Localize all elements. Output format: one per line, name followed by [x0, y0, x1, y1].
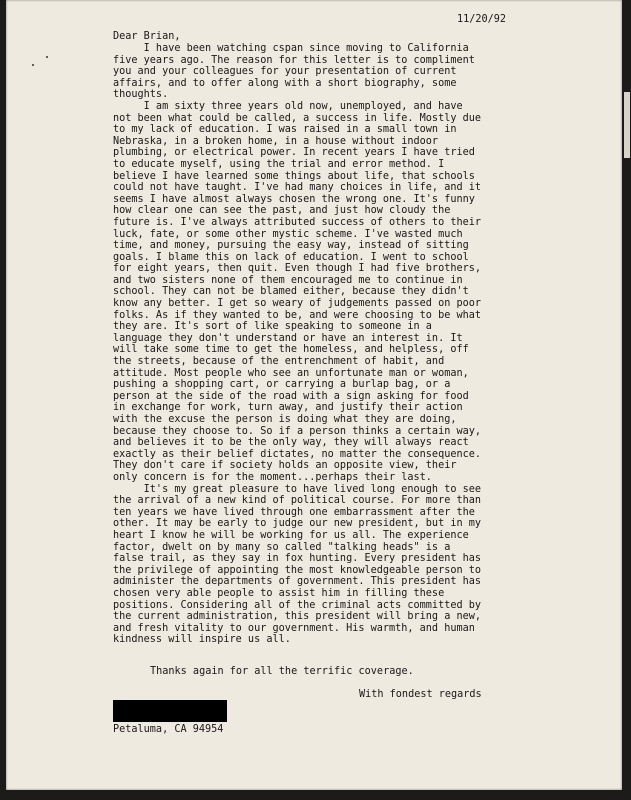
letter-body-line: person at the side of the road with a sign asking for food — [113, 390, 469, 402]
letter-body-line: for eight years, then quit. Even though I had five brothers, — [113, 263, 482, 275]
letter-body-line: ten years we have lived through one embarrassment after the — [113, 506, 475, 518]
letter-body-line: language they don't understand or have an interest in. It — [113, 332, 463, 344]
letter-body-line: you and your colleagues for your presentation of current — [113, 66, 457, 78]
letter-body-line: school. They can not be blamed either, because they didn't — [113, 286, 469, 298]
letter-body-line: Nebraska, in a broken home, in a house without indoor — [113, 135, 439, 147]
letter-body-line: five years ago. The reason for this letter is to compliment — [113, 54, 475, 66]
letter-date: 11/20/92 — [457, 14, 507, 25]
letter-body-line: I am sixty three years old now, unemployed, and have — [113, 100, 463, 112]
letter-body-line: and two sisters none of them encouraged me to continue in — [113, 274, 463, 286]
letter-body-line: know any better. I get so weary of judgements passed on poor — [113, 298, 482, 310]
letter-body-line: only concern is for the moment...perhaps their last. — [113, 471, 432, 483]
ink-speck — [32, 64, 34, 66]
letter-body-line: believe I have learned some things about life, that schools — [113, 170, 475, 182]
letter-body-line: the privilege of appointing the most knowledgeable person to — [113, 564, 482, 576]
letter-body-line: and believes it to be the only way, they will always react — [113, 437, 469, 449]
letter-body-line: folks. As if they wanted to be, and were choosing to be what — [113, 309, 482, 321]
letter-body-line: thoughts. — [113, 89, 169, 101]
letter-body-line: not been what could be called, a success in life. Mostly due — [113, 112, 482, 124]
letter-body-line: They don't care if society holds an opposite view, their — [113, 460, 457, 472]
letter-body-line: the streets, because of the entrenchment of habit, and — [113, 356, 445, 368]
page-edge-tab — [624, 92, 630, 158]
letter-body-line: affairs, and to offer along with a short biography, some — [113, 77, 457, 89]
letter-body-line: heart I know he will be working for us all. The experience — [113, 529, 469, 541]
letter-body-line: will take some time to get the homeless, and helpless, off — [113, 344, 469, 356]
ink-speck — [46, 56, 48, 58]
letter-body-line: luck, fate, or some other mystic scheme. I've wasted much — [113, 228, 463, 240]
letter-body-line: attitude. Most people who see an unfortunate man or woman, — [113, 367, 469, 379]
letter-body-line: kindness will inspire us all. — [113, 634, 291, 646]
letter-body-line: seems I have almost always chosen the wrong one. It's funny — [113, 193, 475, 205]
letter-body-line: and fresh vitality to our government. His warmth, and human — [113, 622, 475, 634]
letter-body-line: how clear one can see the past, and just how cloudy the — [113, 205, 451, 217]
letter-body-line: to educate myself, using the trial and error method. I — [113, 158, 445, 170]
letter-body-line: false trail, as they say in fox hunting. Every president has — [113, 553, 482, 565]
letter-body-line: exactly as their belief dictates, no matter the consequence. — [113, 448, 482, 460]
letter-body-line: in exchange for work, turn away, and justify their action — [113, 402, 463, 414]
sender-address: Petaluma, CA 94954 — [113, 724, 224, 735]
letter-body-line: It's my great pleasure to have lived long enough to see — [113, 483, 482, 495]
letter-greeting: Dear Brian, — [113, 31, 181, 42]
letter-body-line: future is. I've always attributed success of others to their — [113, 216, 482, 228]
letter-body-line: the current administration, this president will bring a new, — [113, 611, 482, 623]
letter-body-line: factor, dwelt on by many so called "talking heads" is a — [113, 541, 451, 553]
letter-body-line: the arrival of a new kind of political course. For more than — [113, 495, 482, 507]
letter-body-line: administer the departments of government. This president has — [113, 576, 482, 588]
redacted-name — [113, 700, 227, 722]
letter-body-line: I have been watching cspan since moving to California — [113, 43, 469, 54]
closing-thanks: Thanks again for all the terrific coverage. — [150, 666, 414, 677]
letter-body-line: goals. I blame this on lack of education. I went to school — [113, 251, 469, 263]
letter-body-line: other. It may be early to judge our new president, but in my — [113, 518, 482, 530]
letter-body-line: positions. Considering all of the criminal acts committed by — [113, 599, 482, 611]
letter-body-line: to my lack of education. I was raised in a small town in — [113, 124, 457, 136]
letter-body — [113, 43, 481, 646]
letter-body-line: chosen very able people to assist him in filling these — [113, 587, 445, 599]
letter-body-line: because they choose to. So if a person thinks a certain way, — [113, 425, 482, 437]
letter-body-line: could not have taught. I've had many choices in life, and it — [113, 182, 482, 194]
letter-body-line: with the excuse the person is doing what they are doing, — [113, 414, 457, 425]
letter-body-line: they are. It's sort of like speaking to someone in a — [113, 321, 432, 333]
letter-body-line: time, and money, pursuing the easy way, instead of sitting — [113, 240, 469, 252]
letter-body-line: plumbing, or electrical power. In recent years I have tried — [113, 147, 475, 159]
closing-regards: With fondest regards — [359, 689, 482, 700]
letter-body-line: pushing a shopping cart, or carrying a burlap bag, or a — [113, 379, 451, 391]
scan-border-bottom — [0, 790, 631, 800]
